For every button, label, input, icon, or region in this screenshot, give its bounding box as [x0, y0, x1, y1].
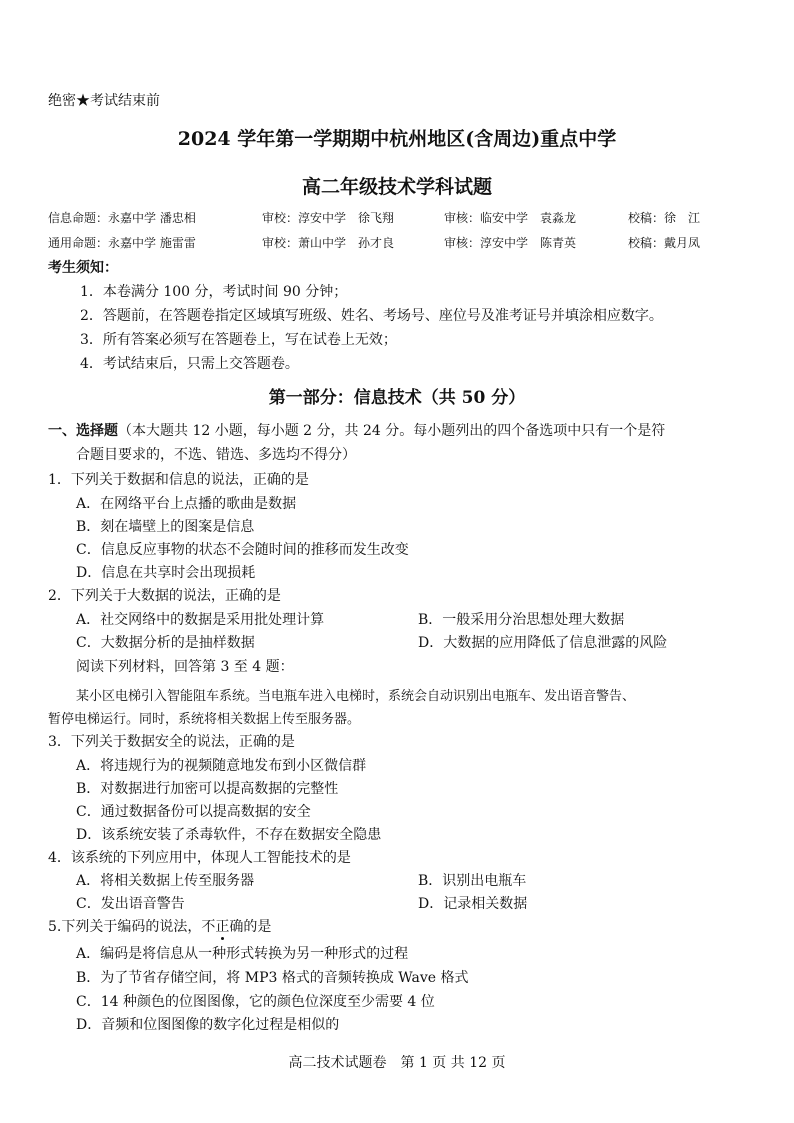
staff-info-setter: 信息命题：永嘉中学 潘忠相: [48, 211, 196, 225]
question-2-stem: 2．下列关于大数据的说法，正确的是: [48, 588, 281, 604]
q3-option-a: A．将违规行为的视频随意地发布到小区微信群: [76, 758, 367, 774]
q5-option-a: A．编码是将信息从一种形式转换为另一种形式的过程: [76, 946, 409, 962]
q3-option-d: D．该系统安装了杀毒软件，不存在数据安全隐患: [76, 827, 382, 843]
staff-reviewer: 审校：淳安中学 徐飞翔: [262, 211, 395, 225]
q5-stem-pre: 5.下列关于编码的说法，: [48, 919, 202, 935]
q5-option-b: B．为了节省存储空间，将 MP3 格式的音频转换成 Wave 格式: [76, 970, 469, 986]
reading-material-cont: 暂停电梯运行。同时，系统将相关数据上传至服务器。: [48, 712, 361, 727]
staff-reviewer-2: 审校：萧山中学 孙才良: [262, 236, 395, 250]
notice-item: 3．所有答案必须写在答题卷上，写在试卷上无效；: [80, 332, 397, 348]
confidential-label: 绝密★考试结束前: [48, 93, 160, 109]
section-desc-cont: 合题目要求的，不选、错选、多选均不得分）: [76, 447, 356, 463]
q4-option-d: D．记录相关数据: [418, 896, 528, 912]
q2-option-c: C．大数据分析的是抽样数据: [76, 635, 255, 651]
q2-option-b: B．一般采用分治思想处理大数据: [418, 612, 625, 628]
section-label: 一、选择题: [48, 423, 118, 439]
q1-option-b: B．刻在墙壁上的图案是信息: [76, 519, 255, 535]
q4-option-c: C．发出语音警告: [76, 896, 185, 912]
question-3-stem: 3．下列关于数据安全的说法，正确的是: [48, 734, 295, 750]
q1-option-a: A．在网络平台上点播的歌曲是数据: [76, 496, 297, 512]
notice-item: 2．答题前，在答题卷指定区域填写班级、姓名、考场号、座位号及准考证号并填涂相应数字。: [80, 308, 663, 324]
staff-proofreader-2: 校稿：戴月凤: [628, 236, 701, 250]
part-one-title: 第一部分：信息技术（共 50 分）: [268, 388, 526, 408]
q5-option-d: D．音频和位图图像的数字化过程是相似的: [76, 1017, 340, 1033]
question-1-stem: 1．下列关于数据和信息的说法，正确的是: [48, 472, 309, 488]
q3-option-c: C．通过数据备份可以提高数据的安全: [76, 804, 311, 820]
staff-auditor: 审核：临安中学 袁淼龙: [444, 211, 577, 225]
notice-item: 1．本卷满分 100 分，考试时间 90 分钟；: [80, 284, 348, 300]
question-4-stem: 4．该系统的下列应用中，体现人工智能技术的是: [48, 850, 351, 866]
exam-subtitle: 高二年级技术学科试题: [301, 176, 492, 198]
question-5-stem: [48, 916, 271, 936]
q3-option-b: B．对数据进行加密可以提高数据的完整性: [76, 781, 339, 797]
staff-auditor-2: 审核：淳安中学 陈青英: [444, 236, 577, 250]
q4-option-b: B．识别出电瓶车: [418, 873, 527, 889]
q2-option-a: A．社交网络中的数据是采用批处理计算: [76, 612, 325, 628]
q4-option-a: A．将相关数据上传至服务器: [76, 873, 255, 889]
q5-stem-post: 的是: [243, 919, 272, 935]
q1-option-c: C．信息反应事物的状态不会随时间的推移而发生改变: [76, 542, 409, 558]
exam-title: 2024 学年第一学期期中杭州地区(含周边)重点中学: [177, 128, 617, 150]
q5-option-c: C．14 种颜色的位图图像，它的颜色位深度至少需要 4 位: [76, 994, 435, 1010]
staff-general-setter: 通用命题：永嘉中学 施雷雷: [48, 236, 196, 250]
q2-option-d: D．大数据的应用降低了信息泄露的风险: [418, 635, 668, 651]
page-footer: 高二技术试题卷 第 1 页 共 12 页: [288, 1055, 506, 1071]
notice-heading: 考生须知：: [48, 260, 118, 276]
section-desc: （本大题共 12 小题，每小题 2 分，共 24 分。每小题列出的四个备选项中只有一个是符: [118, 423, 666, 439]
reading-intro: 阅读下列材料，回答第 3 至 4 题：: [76, 659, 294, 675]
section-intro: [48, 420, 665, 440]
reading-material: 某小区电梯引入智能阻车系统。当电瓶车进入电梯时，系统会自动识别出电瓶车、发出语音警告、: [76, 689, 636, 704]
staff-proofreader: 校稿：徐 江: [628, 211, 701, 225]
q1-option-d: D．信息在共享时会出现损耗: [76, 565, 256, 581]
notice-item: 4．考试结束后，只需上交答题卷。: [80, 356, 299, 372]
q5-emphasis: 不正确: [201, 919, 244, 935]
